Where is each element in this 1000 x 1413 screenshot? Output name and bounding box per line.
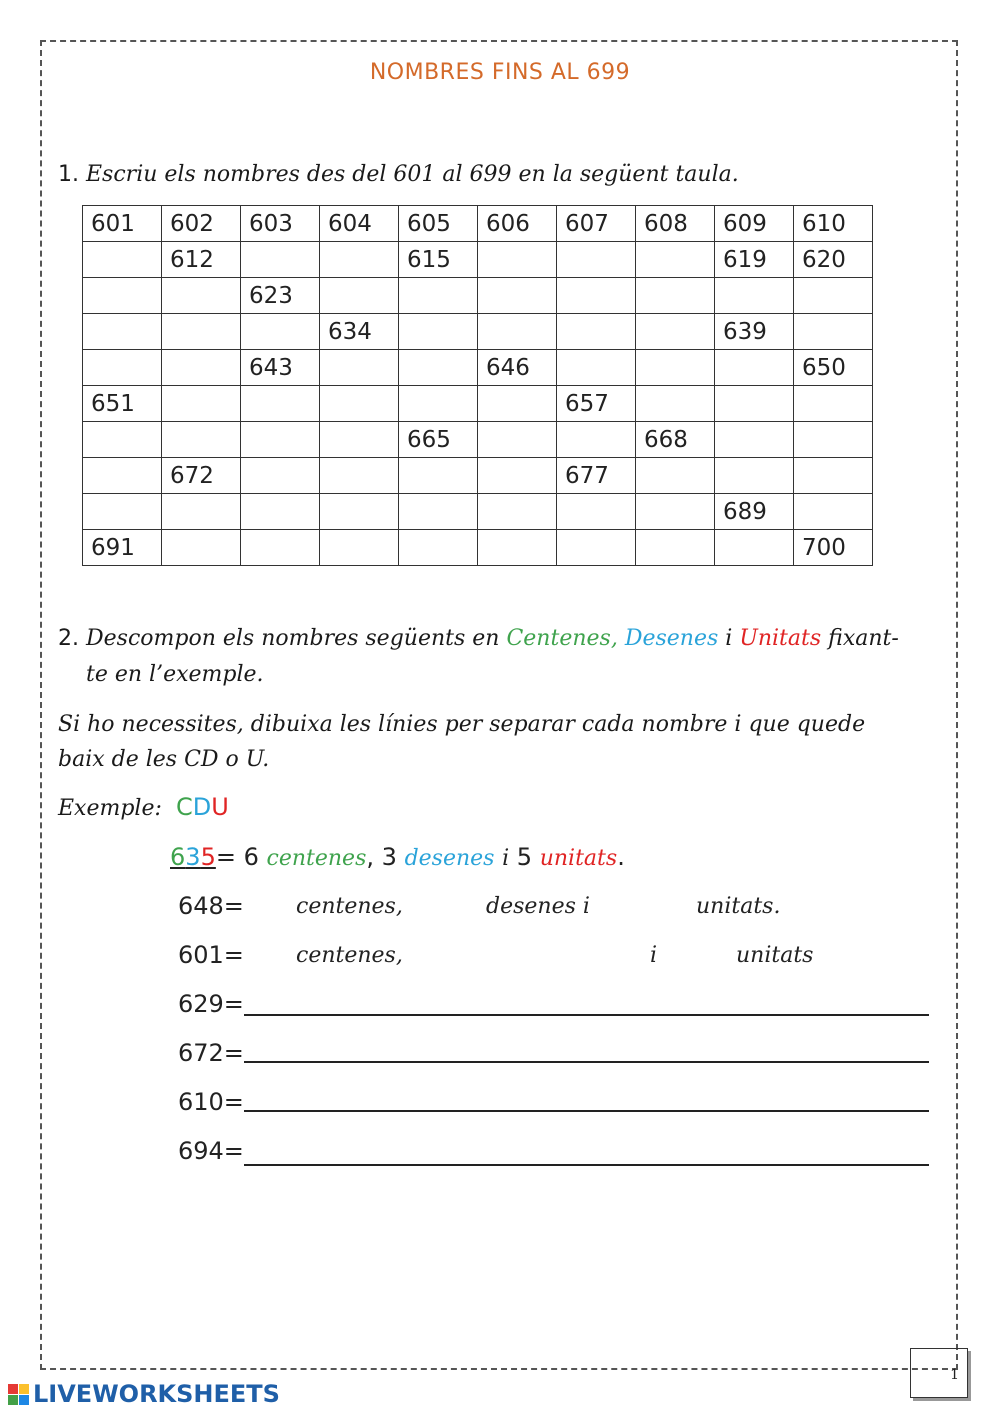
grid-cell-blank[interactable] [478,530,557,566]
page-title: NOMBRES FINS AL 699 [369,60,631,85]
grid-cell-blank[interactable] [715,530,794,566]
grid-cell-blank[interactable] [399,494,478,530]
grid-cell-blank[interactable] [320,350,399,386]
grid-cell-blank[interactable] [399,278,478,314]
grid-cell-blank[interactable] [794,458,873,494]
grid-cell-filled: 607 [557,206,636,242]
cdu-u: U [211,793,229,821]
grid-cell-filled: 603 [241,206,320,242]
exercise-2-instruction [58,622,938,656]
grid-cell-filled: 610 [794,206,873,242]
grid-cell-filled: 651 [83,386,162,422]
grid-cell-blank[interactable] [636,314,715,350]
grid-cell-blank[interactable] [320,422,399,458]
grid-cell-filled: 677 [557,458,636,494]
example-centenes: centenes [266,846,367,871]
liveworksheets-brand[interactable] [8,1380,280,1408]
grid-cell-blank[interactable] [715,422,794,458]
exercise-2-text-end: fixant- [828,626,899,651]
grid-cell-blank[interactable] [478,314,557,350]
grid-cell-blank[interactable] [557,350,636,386]
grid-cell-filled: 691 [83,530,162,566]
grid-cell-blank[interactable] [557,494,636,530]
example-comma: , [366,843,375,871]
example-digit-c: 6 [170,843,186,871]
grid-cell-blank[interactable] [478,242,557,278]
exercise-2-number: 2. [58,626,79,651]
grid-cell-filled: 657 [557,386,636,422]
grid-cell-blank[interactable] [320,530,399,566]
grid-cell-blank[interactable] [320,242,399,278]
grid-cell-filled: 615 [399,242,478,278]
grid-cell-blank[interactable] [241,314,320,350]
cdu-c: C [176,793,193,821]
answer-line-694[interactable] [244,1164,929,1166]
grid-cell-blank[interactable] [636,530,715,566]
grid-cell-blank[interactable] [715,350,794,386]
grid-cell-blank[interactable] [320,386,399,422]
exercise-2-text-start: Descompon els nombres següents en [86,626,500,651]
row-601-unitats: unitats [736,943,814,968]
grid-cell-filled: 643 [241,350,320,386]
grid-cell-blank[interactable] [636,494,715,530]
grid-cell-blank[interactable] [557,314,636,350]
grid-cell-blank[interactable] [162,422,241,458]
grid-cell-blank[interactable] [162,494,241,530]
grid-cell-blank[interactable] [636,386,715,422]
grid-row [83,206,873,242]
row-610-label: 610= [178,1088,244,1116]
grid-cell-filled: 689 [715,494,794,530]
grid-cell-blank[interactable] [162,350,241,386]
grid-cell-blank[interactable] [399,386,478,422]
grid-cell-blank[interactable] [241,458,320,494]
grid-cell-blank[interactable] [162,386,241,422]
grid-row [83,350,873,386]
grid-row [83,386,873,422]
grid-cell-filled: 665 [399,422,478,458]
row-601-label: 601= [178,941,244,969]
page-number: 1 [910,1348,968,1398]
grid-cell-blank[interactable] [162,314,241,350]
desenes-word: Desenes [624,626,719,651]
grid-cell-blank[interactable] [320,494,399,530]
grid-cell-blank[interactable] [241,530,320,566]
answer-line-629[interactable] [244,1014,929,1016]
grid-cell-blank[interactable] [794,278,873,314]
grid-cell-filled: 672 [162,458,241,494]
row-601-i: i [650,943,658,968]
grid-cell-blank[interactable] [557,530,636,566]
row-672-label: 672= [178,1039,244,1067]
grid-row [83,242,873,278]
centenes-word: Centenes, [506,626,618,651]
grid-cell-blank[interactable] [83,458,162,494]
grid-cell-blank[interactable] [162,278,241,314]
grid-cell-filled: 620 [794,242,873,278]
example-centenes-count: 6 [243,843,259,871]
grid-cell-blank[interactable] [636,278,715,314]
answer-line-610[interactable] [244,1110,929,1112]
grid-cell-blank[interactable] [241,386,320,422]
example-i: i [502,846,510,871]
grid-cell-filled: 605 [399,206,478,242]
grid-cell-filled: 650 [794,350,873,386]
row-694-label: 694= [178,1137,244,1165]
row-629-label: 629= [178,990,244,1018]
grid-cell-blank[interactable] [399,458,478,494]
liveworksheets-logo-icon [8,1384,29,1405]
grid-cell-filled: 612 [162,242,241,278]
row-648-label: 648= [178,892,244,920]
grid-cell-blank[interactable] [557,422,636,458]
exercise-2-line2: te en l’exemple. [86,662,264,687]
grid-cell-blank[interactable] [241,422,320,458]
grid-cell-blank[interactable] [83,494,162,530]
grid-cell-filled: 700 [794,530,873,566]
answer-line-672[interactable] [244,1061,929,1063]
grid-cell-blank[interactable] [557,278,636,314]
grid-cell-blank[interactable] [162,530,241,566]
grid-row [83,422,873,458]
example-eq: = [215,843,236,871]
cdu-header [176,793,229,821]
grid-row [83,314,873,350]
grid-cell-blank[interactable] [715,386,794,422]
grid-cell-filled: 608 [636,206,715,242]
grid-cell-filled: 602 [162,206,241,242]
grid-cell-blank[interactable] [715,278,794,314]
note-line-1: Si ho necessites, dibuixa les línies per separar cada nombre i que quede [58,712,866,737]
grid-cell-blank[interactable] [478,278,557,314]
row-648-centenes: centenes, [296,894,403,919]
number-grid [82,205,873,566]
grid-cell-filled: 601 [83,206,162,242]
grid-cell-blank[interactable] [241,242,320,278]
grid-cell-filled: 606 [478,206,557,242]
grid-cell-blank[interactable] [320,458,399,494]
grid-cell-blank[interactable] [715,458,794,494]
grid-row [83,458,873,494]
exercise-1-text: Escriu els nombres des del 601 al 699 en la següent taula. [86,162,739,187]
grid-cell-filled: 623 [241,278,320,314]
grid-cell-blank[interactable] [478,458,557,494]
grid-cell-blank[interactable] [794,422,873,458]
grid-cell-blank[interactable] [636,242,715,278]
grid-cell-filled: 604 [320,206,399,242]
example-desenes-count: 3 [381,843,397,871]
row-601-centenes: centenes, [296,943,403,968]
grid-row [83,530,873,566]
example-digit-d: 3 [185,843,201,871]
grid-cell-blank[interactable] [794,494,873,530]
grid-cell-blank[interactable] [83,350,162,386]
exercise-1-instruction [58,158,739,192]
grid-cell-blank[interactable] [399,350,478,386]
exercise-1-number: 1. [58,162,79,187]
grid-cell-blank[interactable] [557,242,636,278]
grid-cell-filled: 639 [715,314,794,350]
grid-cell-filled: 609 [715,206,794,242]
grid-cell-blank[interactable] [478,386,557,422]
grid-cell-blank[interactable] [636,458,715,494]
grid-cell-blank[interactable] [794,314,873,350]
example-row [170,843,625,871]
grid-cell-blank[interactable] [478,494,557,530]
grid-cell-blank[interactable] [794,386,873,422]
grid-cell-filled: 668 [636,422,715,458]
note-line-2: baix de les CD o U. [58,747,270,772]
i-word: i [725,626,733,651]
grid-cell-blank[interactable] [83,242,162,278]
grid-cell-blank[interactable] [320,278,399,314]
grid-cell-filled: 619 [715,242,794,278]
grid-row [83,278,873,314]
grid-cell-blank[interactable] [83,278,162,314]
example-desenes: desenes [404,846,495,871]
example-number [170,843,216,871]
grid-cell-blank[interactable] [83,314,162,350]
row-648-unitats: unitats. [696,894,781,919]
example-label: Exemple: [58,796,162,821]
example-period: . [617,843,625,871]
grid-cell-blank[interactable] [399,314,478,350]
grid-cell-blank[interactable] [241,494,320,530]
example-digit-u: 5 [200,843,216,871]
brand-name: LIVEWORKSHEETS [33,1380,280,1408]
grid-cell-blank[interactable] [636,350,715,386]
grid-row [83,494,873,530]
unitats-word: Unitats [739,626,822,651]
grid-cell-filled: 646 [478,350,557,386]
grid-cell-filled: 634 [320,314,399,350]
row-648-desenes: desenes i [486,894,590,919]
grid-cell-blank[interactable] [478,422,557,458]
example-unitats-count: 5 [516,843,533,871]
grid-cell-blank[interactable] [399,530,478,566]
grid-cell-blank[interactable] [83,422,162,458]
example-unitats: unitats [539,846,618,871]
cdu-d: D [192,793,212,821]
